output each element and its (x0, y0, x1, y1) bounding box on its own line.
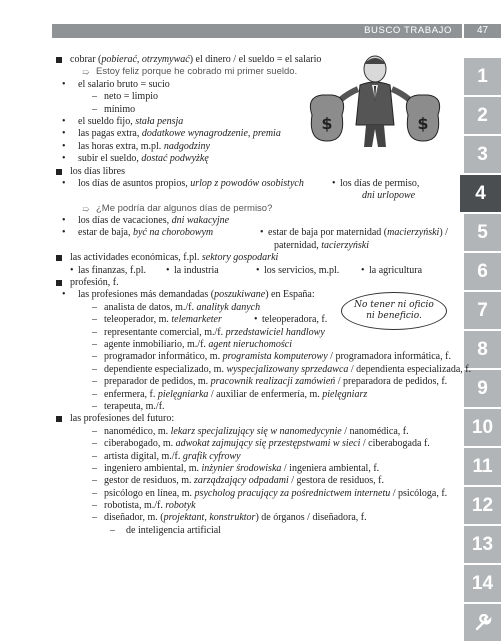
list-item: – psicólogo en línea, m. psycholog pracujący za pośrednictwem internetu / psicóloga, f. (92, 487, 448, 499)
list-item: – terapeuta, m./f. (92, 400, 165, 412)
list-item: • el salario bruto = sucio (62, 78, 170, 90)
header-bar (52, 24, 462, 38)
thumb-11[interactable]: 11 (464, 448, 501, 485)
list-item: – analista de datos, m./f. analityk danych (92, 301, 261, 313)
list-item: – artista digital, m./f. grafik cyfrowy (92, 450, 241, 462)
wrench-icon[interactable] (464, 604, 501, 641)
list-item: – robotista, m./f. robotyk (92, 500, 196, 512)
list-item: – nanomédico, m. lekarz specjalizujący się w nanomedycynie / nanomédica, f. (92, 425, 409, 437)
list-item: las profesiones del futuro: (56, 413, 456, 425)
page-number: 47 (464, 24, 501, 38)
list-item: – enfermera, f. pielęgniarka / auxiliar de enfermería, m. pielęgniarz (92, 388, 368, 400)
thumb-9[interactable]: 9 (464, 370, 501, 407)
list-item: cobrar (pobierać, otrzymywać) el dinero / el sueldo = el salario (56, 54, 456, 66)
thumb-13[interactable]: 13 (464, 526, 501, 563)
thumb-7[interactable]: 7 (464, 292, 501, 329)
list-item: – dependiente especializado, m. wyspecjalizowany sprzedawca / dependienta especializada, f. (92, 363, 472, 375)
list-item: – representante comercial, m./f. przedstawiciel handlowy (92, 326, 325, 338)
bag-symbol-right: $ (417, 114, 429, 133)
bubble-line-2: ni beneficio. (366, 311, 422, 321)
list-item: • el sueldo fijo, stała pensja (62, 115, 184, 127)
list-item: – neto = limpio (92, 91, 158, 103)
list-item: profesión, f. (56, 277, 456, 289)
list-item-row: • las finanzas, f.pl. • la industria • los servicios, m.pl. • la agricultura (70, 264, 423, 276)
list-item: • las pagas extra, dodatkowe wynagrodzenie, premia (62, 128, 281, 140)
bubble-line-1: No tener ni oficio (354, 300, 434, 310)
list-item: • los días de vacaciones, dni wakacyjne (62, 215, 230, 227)
list-item: – preparador de pedidos, m. pracownik realizacji zamówień / preparadora de pedidos, f. (92, 376, 448, 388)
list-item: – de inteligencia artificial (110, 524, 221, 536)
list-item: – agente inmobiliario, m./f. agent nieruchomości (92, 338, 293, 350)
list-item: • las horas extra, m.pl. nadgodziny (62, 140, 210, 152)
thumb-10[interactable]: 10 (464, 409, 501, 446)
list-item: los días libres (56, 166, 456, 178)
thumb-14[interactable]: 14 (464, 565, 501, 602)
list-item: – programador informático, m. programista komputerowy / programadora informática, f. (92, 351, 451, 363)
list-item-continued: dni urlopowe (362, 190, 416, 202)
arrow-icon: ➯ (82, 203, 90, 214)
list-item: – teleoperador, m. telemarketer • teleoperadora, f. (92, 314, 328, 326)
list-item-continued: paternidad, tacierzyński (274, 239, 369, 251)
list-item: • los días de asuntos propios, urlop z powodów osobistych • los días de permiso, (62, 177, 420, 189)
list-item: • estar de baja, być na chorobowym • estar de baja por maternidad (macierzyński) / (62, 227, 448, 239)
thumb-3[interactable]: 3 (464, 136, 501, 173)
list-item: – gestor de residuos, m. zarządzający odpadami / gestora de residuos, f. (92, 475, 384, 487)
thumb-1[interactable]: 1 (464, 58, 501, 95)
thumb-5[interactable]: 5 (464, 214, 501, 251)
bag-symbol-left: $ (321, 114, 333, 133)
list-item: – ingeniero ambiental, m. inżynier środowiska / ingeniera ambiental, f. (92, 462, 380, 474)
thumb-4-active[interactable]: 4 (460, 175, 501, 212)
list-item: • las profesiones más demandadas (poszukiwane) en España: (62, 289, 315, 301)
list-item: – mínimo (92, 103, 136, 115)
thumb-8[interactable]: 8 (464, 331, 501, 368)
example-sentence: ➯ Estoy feliz porque he cobrado mi primer sueldo. (82, 66, 298, 78)
example-sentence: ➯ ¿Me podría dar algunos días de permiso? (82, 202, 273, 214)
thumb-2[interactable]: 2 (464, 97, 501, 134)
thumb-6[interactable]: 6 (464, 253, 501, 290)
arrow-icon: ➯ (82, 67, 90, 78)
list-item: • subir el sueldo, dostać podwyżkę (62, 153, 209, 165)
thumb-12[interactable]: 12 (464, 487, 501, 524)
vocabulary-list (56, 54, 472, 537)
chapter-title: BUSCO TRABAJO (364, 25, 452, 36)
list-item: las actividades económicas, f.pl. sektory gospodarki (56, 252, 456, 264)
list-item: – diseñador, m. (projektant, konstruktor) de órganos / diseñadora, f. (92, 512, 367, 524)
header (0, 0, 462, 46)
list-item: – ciberabogado, m. adwokat zajmujący się przestępstwami w sieci / ciberabogada f. (92, 438, 430, 450)
